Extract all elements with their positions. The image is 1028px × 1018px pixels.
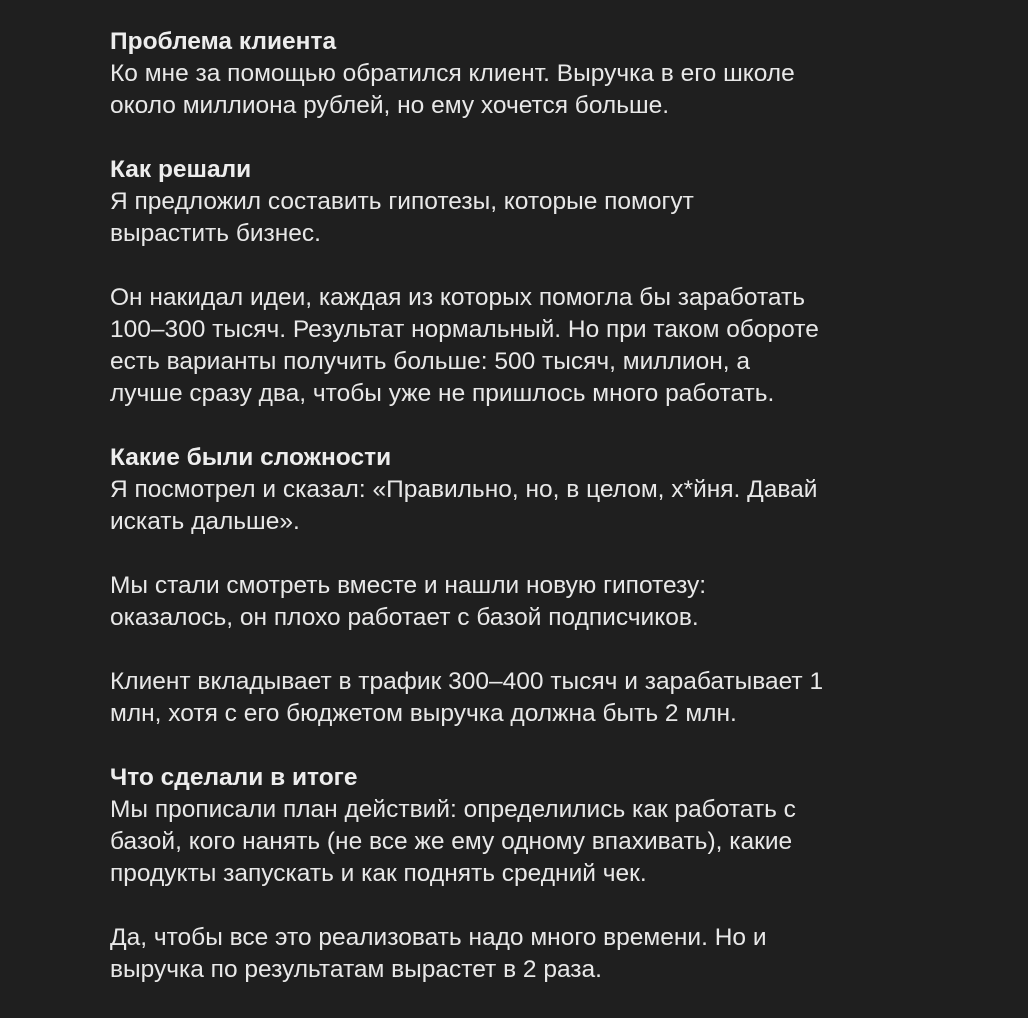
section-heading: Какие были сложности	[110, 444, 392, 471]
section-heading: Проблема клиента	[110, 28, 337, 55]
paragraph: Да, чтобы все это реализовать надо много времени. Но и выручка по результатам вырастет в 2 раза.	[110, 924, 767, 983]
section-result	[110, 762, 990, 986]
paragraph: Я посмотрел и сказал: «Правильно, но, в целом, х*йня. Давай искать дальше».	[110, 476, 818, 535]
section-heading: Как решали	[110, 156, 252, 183]
paragraph: Клиент вкладывает в трафик 300–400 тысяч и зарабатывает 1 млн, хотя с его бюджетом выручка должна быть 2 млн.	[110, 668, 824, 727]
section-heading: Что сделали в итоге	[110, 764, 358, 791]
section-client-problem	[110, 26, 990, 122]
paragraph: Я предложил составить гипотезы, которые помогут вырастить бизнес.	[110, 188, 694, 247]
section-difficulties	[110, 442, 990, 730]
paragraph: Мы прописали план действий: определились как работать с базой, кого нанять (не все же ему одному впахивать), какие продукты запускать и как поднять средний чек.	[110, 796, 796, 887]
paragraph: Мы стали смотреть вместе и нашли новую гипотезу: оказалось, он плохо работает с базой подписчиков.	[110, 572, 707, 631]
document-body	[110, 26, 990, 1018]
paragraph: Ко мне за помощью обратился клиент. Выручка в его школе около миллиона рублей, но ему хочется больше.	[110, 60, 795, 119]
paragraph: Он накидал идеи, каждая из которых помогла бы заработать 100–300 тысяч. Результат нормальный. Но при таком обороте есть варианты получить больше: 500 тысяч, миллион, а лучше сразу два, чтобы уже не пришлось много работать.	[110, 284, 819, 407]
section-how-solved	[110, 154, 990, 410]
